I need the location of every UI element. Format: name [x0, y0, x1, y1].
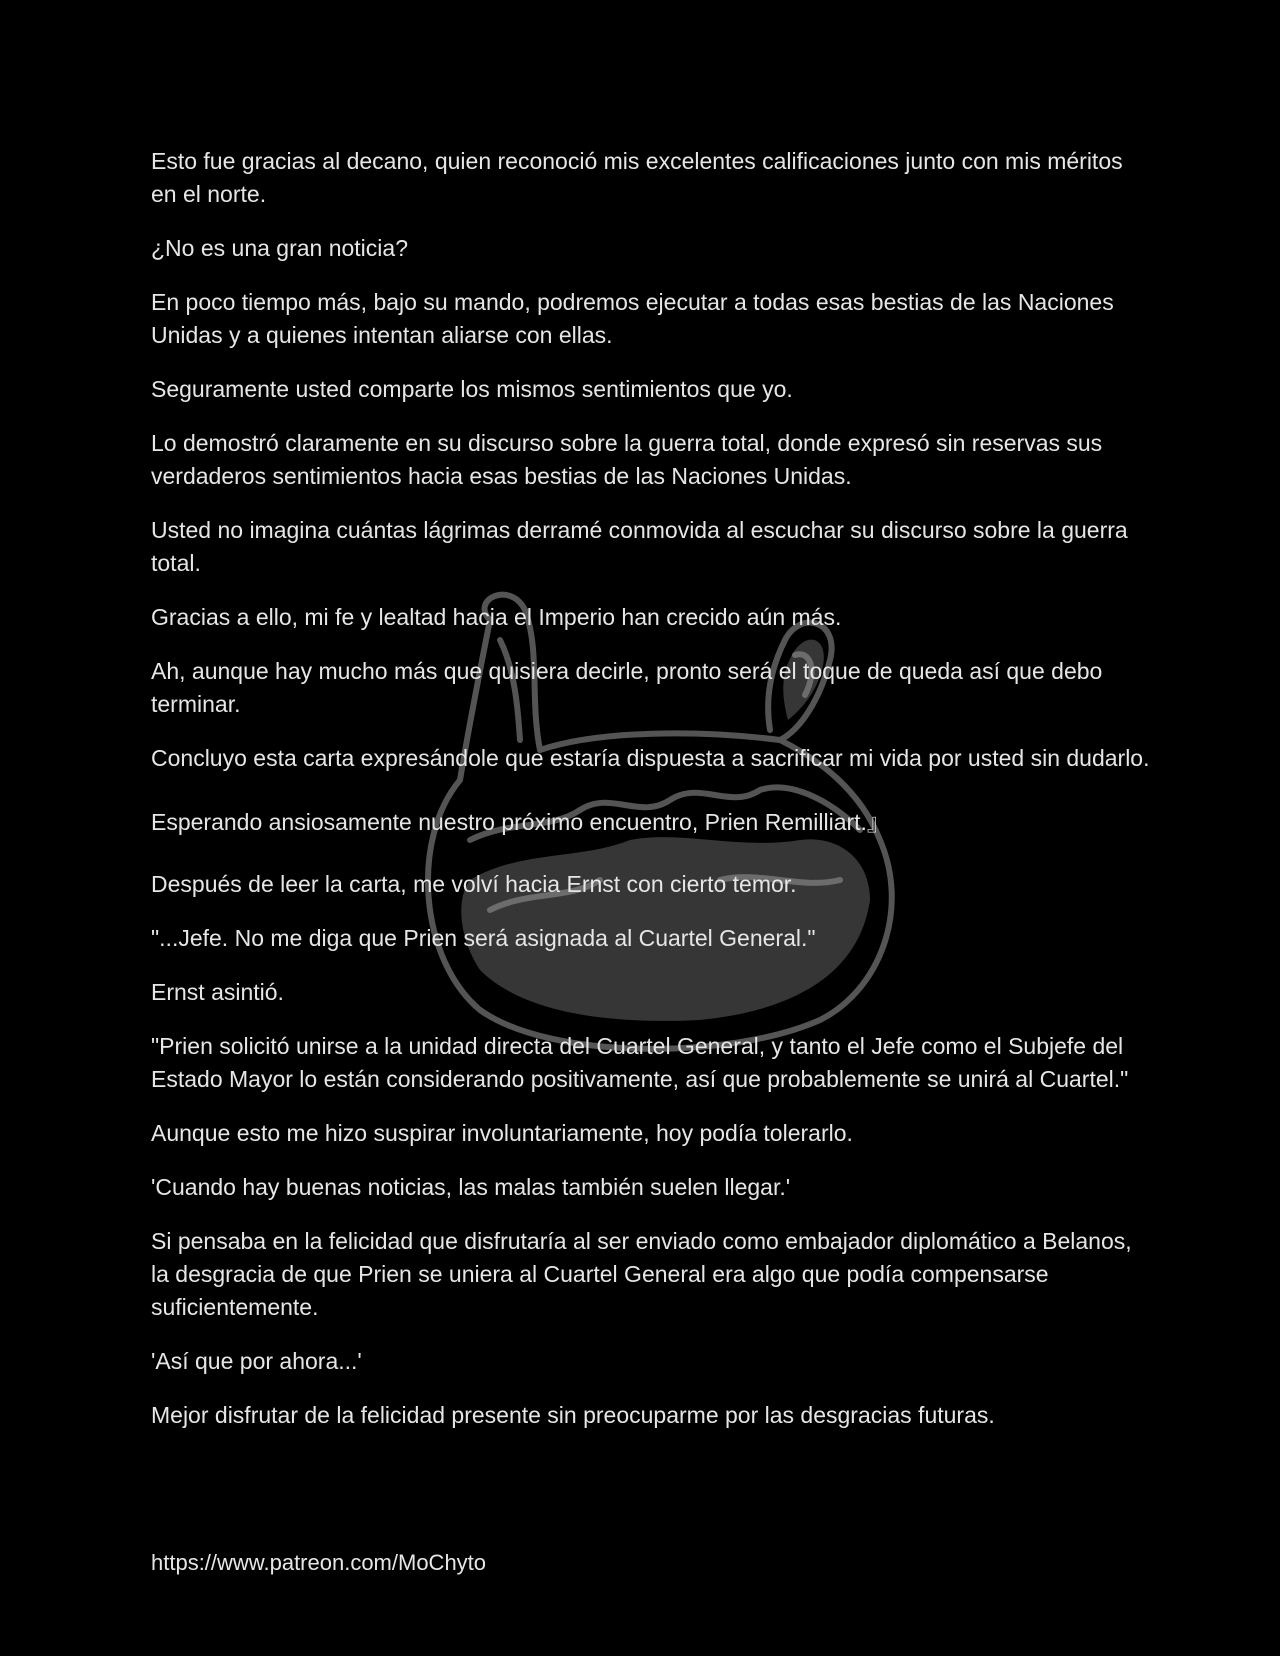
paragraph: Usted no imagina cuántas lágrimas derramé conmovida al escuchar su discurso sobre la guerra total. — [151, 517, 1128, 576]
thought-line: 'Cuando hay buenas noticias, las malas también suelen llegar.' — [151, 1174, 791, 1200]
paragraph: Después de leer la carta, me volví hacia Ernst con cierto temor. — [151, 871, 797, 897]
thought-line: 'Así que por ahora...' — [151, 1348, 362, 1374]
paragraph: Mejor disfrutar de la felicidad presente sin preocuparme por las desgracias futuras. — [151, 1402, 995, 1428]
paragraph: Aunque esto me hizo suspirar involuntariamente, hoy podía tolerarlo. — [151, 1120, 853, 1146]
paragraph: ¿No es una gran noticia? — [151, 235, 408, 261]
paragraph: Ah, aunque hay mucho más que quisiera decirle, pronto será el toque de queda así que debo terminar. — [151, 658, 1103, 717]
paragraph: Gracias a ello, mi fe y lealtad hacia el Imperio han crecido aún más. — [151, 604, 842, 630]
paragraph: En poco tiempo más, bajo su mando, podremos ejecutar a todas esas bestias de las Naciones Unidas y a quienes intentan aliarse con ellas. — [151, 289, 1114, 348]
paragraph: Concluyo esta carta expresándole que estaría dispuesta a sacrificar mi vida por usted sin dudarlo. — [151, 745, 1150, 771]
dialogue-line: "...Jefe. No me diga que Prien será asignada al Cuartel General." — [151, 925, 816, 951]
paragraph: Si pensaba en la felicidad que disfrutaría al ser enviado como embajador diplomático a Belanos, la desgracia de que Prien se uniera al Cuartel General era algo que podía compensarse suficientemente. — [151, 1228, 1132, 1320]
paragraph: Lo demostró claramente en su discurso sobre la guerra total, donde expresó sin reservas sus verdaderos sentimientos hacia esas bestias de las Naciones Unidas. — [151, 430, 1103, 489]
patreon-link[interactable]: https://www.patreon.com/MoChyto — [151, 1550, 487, 1575]
dialogue-line: "Prien solicitó unirse a la unidad directa del Cuartel General, y tanto el Jefe como el Subjefe del Estado Mayor lo están considerando positivamente, así que probablemente se unirá al Cuartel." — [151, 1033, 1129, 1092]
letter-signature: Esperando ansiosamente nuestro próximo encuentro, Prien Remilliart.』 — [151, 809, 890, 835]
paragraph: Ernst asintió. — [151, 979, 284, 1005]
paragraph: Seguramente usted comparte los mismos sentimientos que yo. — [151, 376, 793, 402]
document-body — [151, 145, 1151, 1453]
paragraph: Esto fue gracias al decano, quien reconoció mis excelentes calificaciones junto con mis méritos en el norte. — [151, 148, 1123, 207]
